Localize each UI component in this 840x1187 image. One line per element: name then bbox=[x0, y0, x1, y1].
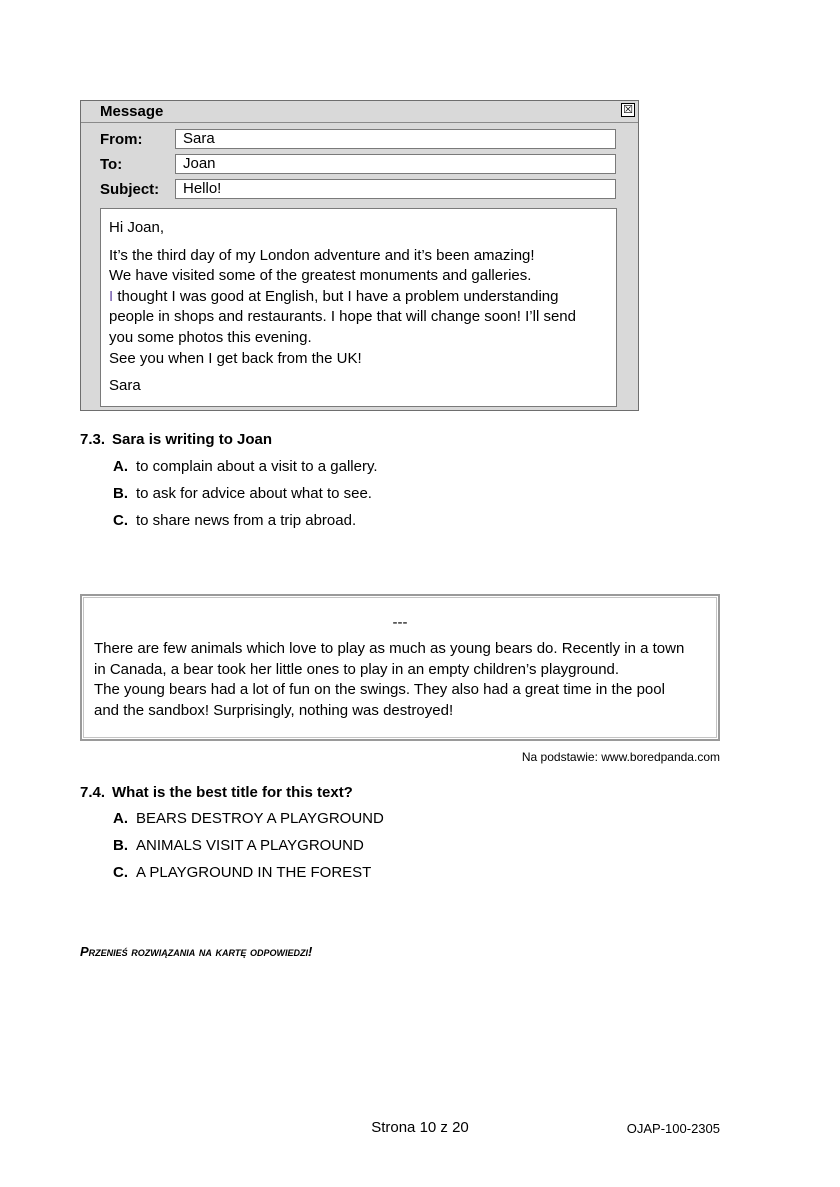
reading-text-line: The young bears had a lot of fun on the swings. They also had a great time in the pool bbox=[94, 681, 665, 699]
subject-label: Subject: bbox=[100, 181, 160, 198]
option-7-3-c[interactable] bbox=[113, 512, 356, 529]
option-letter: A. bbox=[113, 810, 128, 827]
to-field[interactable]: Joan bbox=[175, 154, 616, 174]
message-window bbox=[80, 100, 639, 411]
reading-text-line: and the sandbox! Surprisingly, nothing was destroyed! bbox=[94, 701, 454, 719]
message-line: See you when I get back from the UK! bbox=[109, 349, 362, 367]
from-label: From: bbox=[100, 131, 143, 148]
option-7-4-b[interactable] bbox=[113, 837, 364, 854]
to-label: To: bbox=[100, 156, 123, 173]
option-letter: B. bbox=[113, 837, 128, 854]
option-text: to ask for advice about what to see. bbox=[136, 485, 372, 502]
question-text: Sara is writing to Joan bbox=[112, 431, 273, 448]
from-field[interactable]: Sara bbox=[175, 129, 616, 149]
question-text: What is the best title for this text? bbox=[112, 784, 353, 801]
option-letter: B. bbox=[113, 485, 128, 502]
message-line: you some photos this evening. bbox=[109, 328, 312, 346]
reading-text-box bbox=[80, 594, 720, 741]
question-7-4 bbox=[80, 784, 353, 801]
option-text: to share news from a trip abroad. bbox=[136, 512, 357, 529]
question-7-3 bbox=[80, 431, 272, 448]
option-text: ANIMALS VISIT A PLAYGROUND bbox=[136, 837, 364, 854]
transfer-answers-note bbox=[80, 944, 312, 959]
message-line: It’s the third day of my London adventure and it’s been amazing! bbox=[109, 246, 535, 264]
message-line-highlight: I bbox=[109, 287, 114, 305]
message-title: Message bbox=[100, 103, 164, 120]
question-number: 7.3. bbox=[80, 431, 106, 448]
message-line: We have visited some of the greatest monuments and galleries. bbox=[109, 267, 532, 285]
message-greeting: Hi Joan, bbox=[109, 219, 165, 236]
reading-text-line: in Canada, a bear took her little ones to play in an empty children’s playground. bbox=[94, 660, 620, 678]
source-note: Na podstawie: www.boredpanda.com bbox=[521, 750, 720, 764]
reading-text-body bbox=[94, 639, 709, 721]
exam-code: OJAP-100-2305 bbox=[626, 1121, 720, 1136]
message-body[interactable] bbox=[100, 208, 617, 407]
message-line-rest: thought I was good at English, but I have a problem understanding bbox=[113, 287, 559, 305]
close-icon[interactable]: ☒ bbox=[621, 103, 635, 117]
option-7-4-c[interactable] bbox=[113, 864, 371, 881]
message-line: people in shops and restaurants. I hope that will change soon! I’ll send bbox=[109, 308, 576, 326]
option-text: A PLAYGROUND IN THE FOREST bbox=[136, 864, 372, 881]
question-number: 7.4. bbox=[80, 784, 106, 801]
message-titlebar bbox=[81, 101, 638, 123]
option-text: BEARS DESTROY A PLAYGROUND bbox=[136, 810, 384, 827]
message-signature: Sara bbox=[109, 377, 141, 395]
text-title-placeholder: --- bbox=[392, 614, 408, 631]
option-7-3-b[interactable] bbox=[113, 485, 372, 502]
message-line bbox=[109, 287, 608, 308]
reading-text-line: There are few animals which love to play as much as young bears do. Recently in a town bbox=[94, 640, 685, 657]
option-7-3-a[interactable] bbox=[113, 458, 378, 475]
option-letter: C. bbox=[113, 512, 128, 529]
option-7-4-a[interactable] bbox=[113, 810, 384, 827]
page-number: Strona 10 z 20 bbox=[371, 1119, 469, 1136]
transfer-note-text: Przenieś rozwiązania na kartę odpowiedzi! bbox=[80, 944, 313, 959]
option-letter: A. bbox=[113, 458, 128, 475]
option-letter: C. bbox=[113, 864, 128, 881]
subject-field[interactable]: Hello! bbox=[175, 179, 616, 199]
option-text: to complain about a visit to a gallery. bbox=[136, 458, 378, 475]
